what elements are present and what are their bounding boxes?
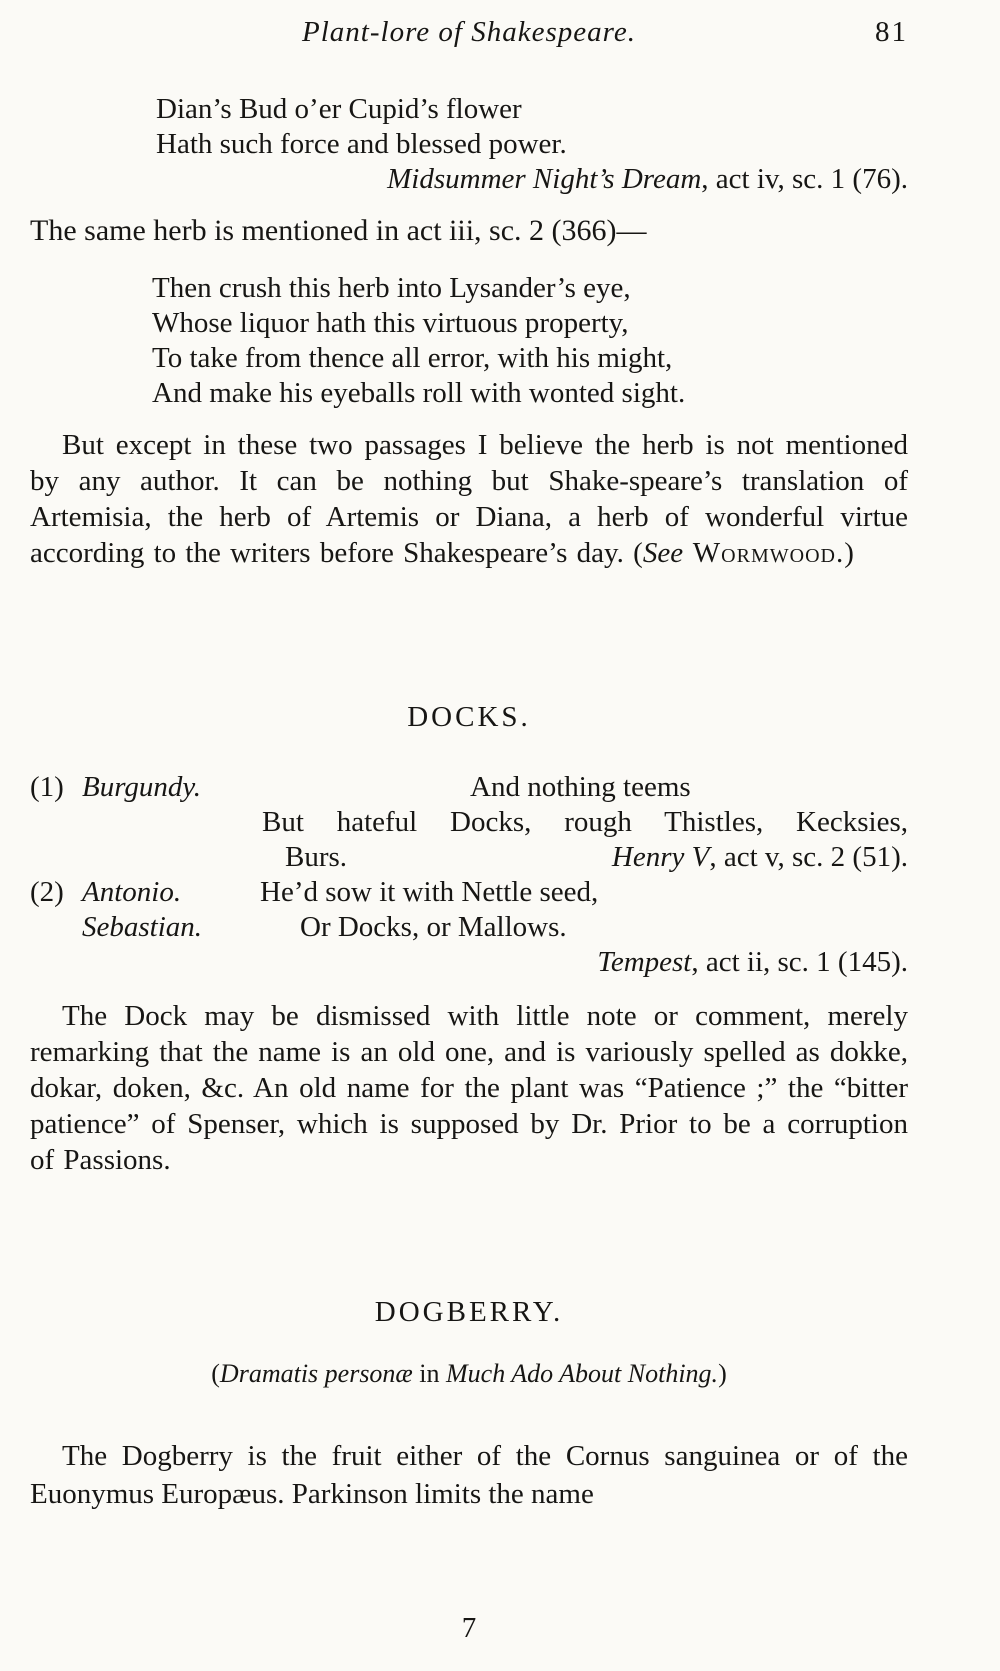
verse-line: But hateful Docks, rough Thistles, Kecksies, [262, 806, 908, 838]
page-number: 81 [875, 16, 908, 48]
verse-line: To take from thence all error, with his might, [152, 342, 673, 374]
verse-line: He’d sow it with Nettle seed, [260, 876, 599, 908]
work-title: Henry V [611, 841, 710, 873]
quote-row [30, 805, 908, 840]
quote-row [30, 770, 908, 805]
section-heading-docks: DOCKS. [407, 701, 531, 733]
citation-line [30, 945, 908, 980]
citation-line [156, 162, 908, 197]
speaker-name: Sebastian. [82, 911, 203, 943]
quote-row [30, 910, 908, 945]
cross-reference-wormwood: Wormwood. [683, 537, 845, 569]
paragraph-text: But except in these two passages I believe the herb is not mentioned by any author. It can be nothing but Shake-speare’s translation of Artemisia, the herb of Artemis or Diana, a herb of wonderful virtue according to the writers before Shakespeare’s day. ( [30, 429, 908, 569]
quote-row [30, 875, 908, 910]
citation-line [612, 840, 908, 875]
verse-line: Hath such force and blessed power. [156, 128, 567, 160]
citation-detail: , act v, sc. 2 (51). [709, 841, 908, 873]
speaker-label [30, 770, 201, 805]
see-reference: See [642, 537, 684, 569]
paragraph-herb-mention: The same herb is mentioned in act iii, sc. 2 (366)— [30, 214, 647, 247]
paragraph-dock-comment: The Dock may be dismissed with little note or comment, merely remarking that the name is an old one, and is variously spelled as dokke, dokar, doken, &c. An old name for the plant was “Patience ;” the “bitter patience” of Spenser, which is supposed by Dr. Prior to be a corruption of Passions. [30, 1000, 908, 1176]
verse-line: Or Docks, or Mallows. [300, 911, 567, 943]
verse-line: Dian’s Bud o’er Cupid’s flower [156, 93, 522, 125]
dramatis-note [30, 1359, 908, 1389]
section-heading-dogberry: DOGBERRY. [374, 1296, 564, 1328]
work-title: Tempest [597, 946, 692, 978]
citation-detail: , act ii, sc. 1 (145). [691, 946, 908, 978]
dramatis-text: ) [718, 1359, 727, 1388]
running-header [30, 16, 908, 58]
quote-number: (1) [30, 771, 64, 803]
verse-line: And make his eyeballs roll with wonted sight. [152, 377, 686, 409]
docks-quotations [30, 770, 908, 980]
verse-line: And nothing teems [470, 771, 691, 803]
verse-quote-midsummer [156, 92, 908, 197]
speaker-name: Antonio. [82, 876, 182, 908]
quote-number: (2) [30, 876, 64, 908]
dramatis-text: ( [211, 1359, 220, 1388]
paragraph-artemisia [30, 427, 908, 571]
verse-line: Then crush this herb into Lysander’s eye, [152, 272, 631, 304]
paragraph-text: ) [844, 537, 854, 569]
work-title: Much Ado About Nothing. [446, 1359, 719, 1388]
verse-quote-lysander [152, 271, 908, 411]
verse-line: Burs. [285, 841, 348, 873]
verse-line: Whose liquor hath this virtuous property, [152, 307, 629, 339]
signature-mark: 7 [461, 1612, 477, 1644]
speaker-label [30, 875, 181, 910]
dramatis-personae: Dramatis personæ [219, 1359, 413, 1388]
dramatis-text: in [412, 1359, 447, 1388]
citation-detail: , act iv, sc. 1 (76). [701, 163, 908, 195]
paragraph-dogberry: The Dogberry is the fruit either of the Cornus sanguinea or of the Euonymus Europæus. Parkinson limits the name [30, 1440, 908, 1510]
work-title: Midsummer Night’s Dream [387, 163, 702, 195]
speaker-name: Burgundy. [82, 771, 201, 803]
quote-row [30, 840, 908, 875]
running-title: Plant-lore of Shakespeare. [302, 16, 636, 48]
